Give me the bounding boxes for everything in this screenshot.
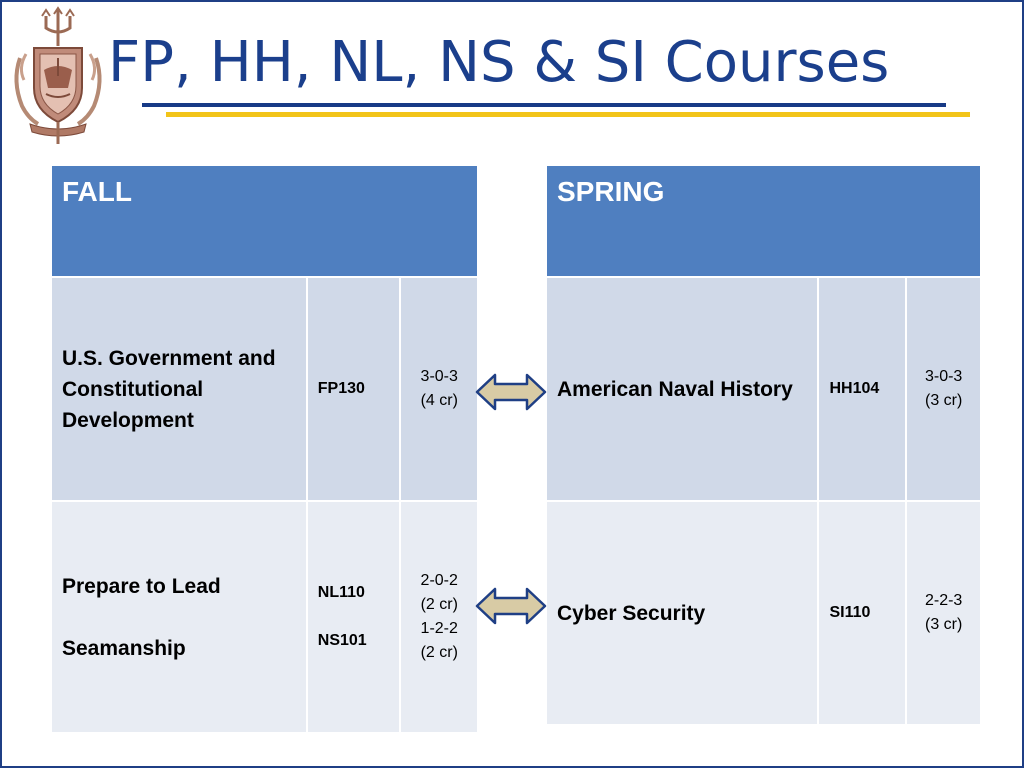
course-credits: (3 cr) xyxy=(924,616,963,633)
course-code-cell xyxy=(307,277,401,501)
spring-header: SPRING xyxy=(546,165,981,277)
table-row xyxy=(51,277,478,501)
double-arrow-icon xyxy=(475,586,547,626)
course-name-cell xyxy=(51,277,307,501)
course-credits-cell xyxy=(906,501,981,725)
course-hours: 2-0-2 xyxy=(420,572,458,589)
title-underline-blue xyxy=(142,103,946,107)
course-hours: 2-2-3 xyxy=(924,592,963,609)
naval-academy-crest-icon xyxy=(8,6,108,146)
spring-course-table xyxy=(545,164,982,726)
course-credits: (3 cr) xyxy=(924,392,963,409)
course-credits: (2 cr) xyxy=(420,644,458,661)
double-arrow-icon xyxy=(475,372,547,412)
course-hours: 3-0-3 xyxy=(924,368,963,385)
course-name: U.S. Government and Constitutional Development xyxy=(62,346,276,432)
course-credits-cell xyxy=(906,277,981,501)
course-credits-cell xyxy=(400,501,478,733)
course-credits: (2 cr) xyxy=(420,596,458,613)
spring-header-row xyxy=(546,165,981,277)
course-code-cell xyxy=(818,277,906,501)
course-name-cell xyxy=(546,277,818,501)
course-name: Seamanship xyxy=(62,636,186,660)
spacer xyxy=(318,605,390,629)
table-row xyxy=(51,501,478,733)
course-code: NL110 xyxy=(317,584,365,601)
course-name: Cyber Security xyxy=(557,601,706,625)
spacer xyxy=(62,602,296,633)
fall-course-table xyxy=(50,164,479,734)
course-name: American Naval History xyxy=(557,377,793,401)
course-hours: 1-2-2 xyxy=(420,620,458,637)
course-code: NS101 xyxy=(317,632,367,649)
title-underline-gold xyxy=(166,112,970,117)
course-name: Prepare to Lead xyxy=(62,574,221,598)
course-code-cell xyxy=(307,501,401,733)
course-code: FP130 xyxy=(317,380,365,397)
table-row xyxy=(546,277,981,501)
fall-header-row xyxy=(51,165,478,277)
slide-title: FP, HH, NL, NS & SI Courses xyxy=(108,30,890,95)
course-credits-cell xyxy=(400,277,478,501)
course-name-cell xyxy=(51,501,307,733)
course-code: HH104 xyxy=(829,380,880,397)
course-code-cell xyxy=(818,501,906,725)
course-hours: 3-0-3 xyxy=(420,368,458,385)
course-credits: (4 cr) xyxy=(420,392,458,409)
fall-header: FALL xyxy=(51,165,478,277)
course-name-cell xyxy=(546,501,818,725)
course-code: SI110 xyxy=(829,604,871,621)
table-row xyxy=(546,501,981,725)
